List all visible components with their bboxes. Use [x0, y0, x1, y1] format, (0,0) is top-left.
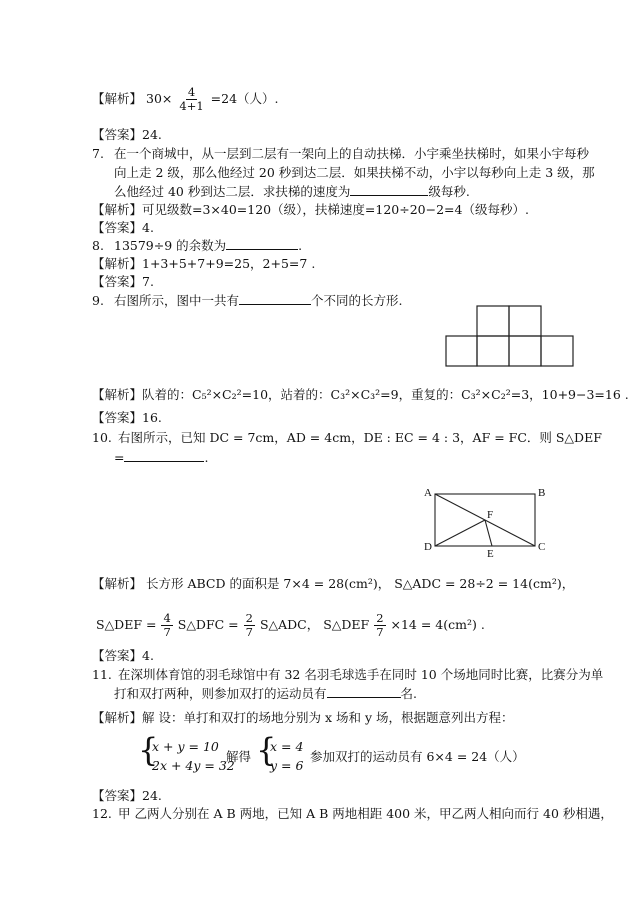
jiexi-label: 【解析】: [92, 91, 143, 106]
calc-text: 30×: [146, 91, 173, 106]
grid-cell-bottom-4: [541, 336, 573, 366]
text: .: [298, 238, 303, 253]
text: 么他经过 40 秒到达二层．求扶梯的速度为: [114, 184, 351, 199]
q9-text: [114, 293, 403, 309]
text: .: [204, 450, 209, 465]
grid-cell-bottom-1: [446, 336, 477, 366]
q7-number: 7.: [92, 146, 104, 161]
q6-answer: 【答案】24.: [92, 127, 162, 142]
grid-cell-top-right: [509, 306, 541, 336]
left-brace: {: [138, 731, 159, 769]
label-a: A: [424, 487, 432, 499]
answer-blank[interactable]: [327, 686, 401, 698]
q7-line2: 向上走 2 级，那么他经过 20 秒到达二层．如果扶梯不动，小宇以每秒向上走 3 级，那: [114, 165, 595, 180]
q10-text: 右图所示，已知 DC = 7cm，AD = 4cm，DE : EC = 4 : 3，AF = FC．则 S△DEF: [118, 430, 602, 445]
q11-number: 11.: [92, 667, 112, 682]
q9-answer: 【答案】16.: [92, 410, 162, 425]
answer-blank[interactable]: [124, 450, 204, 462]
text: 个不同的长方形.: [311, 293, 403, 308]
q10-jiexi-1: 【解析】 长方形 ABCD 的面积是 7×4 = 28(cm²)， S△ADC = 28÷2 = 14(cm²)，: [92, 576, 575, 591]
text: =: [114, 450, 125, 465]
text: S△ADC， S△DEF: [259, 617, 370, 632]
text: S△DEF =: [96, 617, 157, 632]
label-b: B: [538, 487, 546, 499]
q8-number: 8.: [92, 238, 104, 253]
q7-answer: 【答案】4.: [92, 220, 154, 235]
segment-df: [435, 520, 485, 546]
q12-number: 12.: [92, 806, 112, 821]
calc-text: =24（人）.: [210, 91, 279, 106]
q10-blank-line: [114, 450, 208, 466]
q7-line1: 在一个商城中，从一层到二层有一架向上的自动扶梯．小宇乘坐扶梯时，如果小宇每秒: [114, 146, 590, 161]
grid-cell-bottom-3: [509, 336, 541, 366]
answer-blank[interactable]: [350, 184, 428, 196]
text: 级每秒.: [428, 184, 470, 199]
conclusion-text: 参加双打的运动员有 6×4 = 24（人）: [310, 749, 525, 764]
fraction: $\frac{2}{7}$: [376, 611, 384, 639]
answer-blank[interactable]: [239, 293, 311, 305]
label-d: D: [424, 541, 432, 553]
solution-2: y = 6: [270, 758, 304, 773]
q8-jiexi: 【解析】1+3+5+7+9=25，2+5=7 .: [92, 256, 316, 271]
q11-answer: 【答案】24.: [92, 788, 162, 803]
q10-rectangle-diagram: [420, 484, 550, 558]
text: 打和双打两种，则参加双打的运动员有: [114, 686, 327, 701]
label-e: E: [487, 548, 494, 558]
q9-jiexi: 【解析】队着的：C₅²×C₂²=10，站着的：C₃²×C₃²=9，重复的：C₃²×C₂²=3，10+9−3=16 .: [92, 387, 629, 402]
q11-line1: 在深圳体育馆的羽毛球馆中有 32 名羽毛球选手在同时 10 个场地同时比赛，比赛分为单: [118, 667, 604, 682]
answer-blank[interactable]: [226, 238, 298, 250]
text: S△DFC =: [177, 617, 239, 632]
q7-line3: [114, 184, 470, 200]
q7-jiexi: 【解析】可见级数=3×40=120（级），扶梯速度=120÷20−2=4（级每秒）.: [92, 202, 529, 217]
grid-cell-bottom-2: [477, 336, 509, 366]
q10-number: 10.: [92, 430, 112, 445]
text: 名.: [400, 686, 417, 701]
q11-jiexi: 【解析】解 设：单打和双打的场地分别为 x 场和 y 场，根据题意列出方程：: [92, 710, 514, 725]
q12-text: 甲 乙两人分别在 A B 两地，已知 A B 两地相距 400 米，甲乙两人相向而行 40 秒相遇，: [118, 806, 613, 821]
q8-text: [114, 238, 302, 254]
q11-line2: [114, 686, 417, 702]
q8-answer: 【答案】7.: [92, 274, 154, 289]
q10-jiexi-2: [96, 612, 485, 639]
solution-1: x = 4: [270, 739, 304, 754]
fraction: $\frac{2}{7}$: [245, 611, 253, 639]
q10-answer: 【答案】4.: [92, 648, 154, 663]
solve-text: 解得: [226, 749, 252, 764]
q6-jiexi: [92, 86, 279, 113]
q9-number: 9.: [92, 293, 104, 308]
equation-1: x + y = 10: [152, 739, 219, 754]
text: 右图所示，图中一共有: [114, 293, 240, 308]
fraction: $\frac{4}{4+1}$: [179, 85, 204, 113]
fraction: $\frac{4}{7}$: [163, 611, 171, 639]
label-f: F: [487, 509, 494, 521]
q9-rectangle-figure: [444, 304, 576, 368]
equation-2: 2x + 4y = 32: [152, 758, 235, 773]
grid-cell-top-left: [477, 306, 509, 336]
segment-ef: [485, 520, 492, 546]
label-c: C: [538, 541, 546, 553]
left-brace: {: [256, 731, 277, 769]
text: 13579÷9 的余数为: [114, 238, 227, 253]
text: ×14 = 4(cm²) .: [390, 617, 485, 632]
